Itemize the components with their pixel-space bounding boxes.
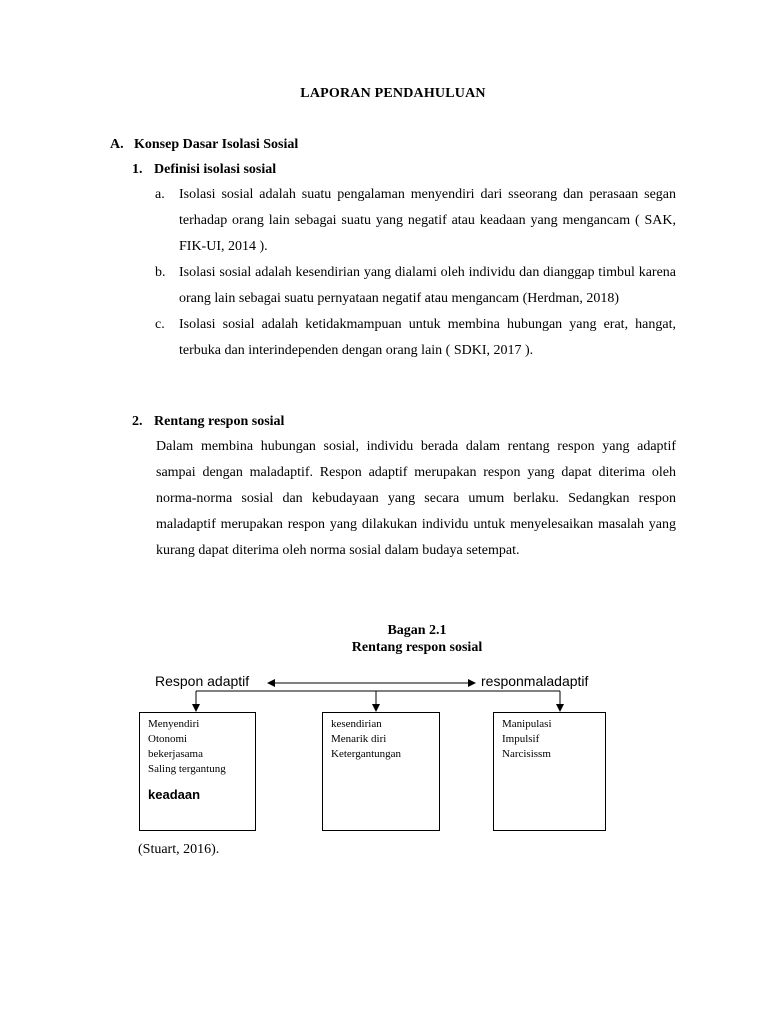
box-line: Ketergantungan — [331, 748, 402, 760]
box-line: Menyendiri — [148, 718, 200, 730]
box-line: bekerjasama — [148, 748, 203, 760]
list-item-text: Isolasi sosial adalah kesendirian yang dialami oleh individu dan dianggap timbul karena orang lain sebagai suatu pernyataan negatif atau mengancam (Herdman, 2018) — [179, 265, 676, 306]
box-line: Saling tergantung — [148, 763, 226, 775]
box-line: Menarik diri — [331, 733, 387, 745]
list-item-text: Isolasi sosial adalah ketidakmampuan untuk membina hubungan yang erat, hangat, terbuka dan interindependen dengan orang lain ( SDKI, 2017 ). — [179, 317, 676, 358]
figure-caption-title: Rentang respon sosial — [351, 640, 483, 655]
subsection-1-text: Definisi isolasi sosial — [154, 162, 277, 177]
list-item-text: Isolasi sosial adalah suatu pengalaman menyendiri dari sseorang dan perasaan segan terhadap orang lain sebagai suatu yang negatif atau keadaan yang mengancam ( SAK, FIK-UI, 2014 ). — [179, 187, 676, 254]
box-line: Impulsif — [502, 733, 540, 745]
adaptive-label: Respon adaptif — [155, 673, 250, 689]
subsection-2-marker: 2. — [132, 414, 143, 429]
document-title: LAPORAN PENDAHULUAN — [300, 86, 486, 101]
middle-response-box — [322, 712, 440, 831]
section-a-text: Konsep Dasar Isolasi Sosial — [134, 137, 299, 152]
subsection-1-marker: 1. — [132, 162, 143, 177]
maladaptive-label: responmaladaptif — [481, 673, 589, 689]
box-line: Otonomi — [148, 733, 188, 745]
list-item-marker: b. — [155, 265, 166, 280]
section-a-marker: A. — [110, 137, 124, 152]
box-line: Narcisissm — [502, 748, 551, 760]
maladaptive-response-box — [493, 712, 606, 831]
figure-caption-number: Bagan 2.1 — [387, 623, 447, 638]
subsection-2-paragraph: Dalam membina hubungan sosial, individu berada dalam rentang respon yang adaptif sampai dengan maladaptif. Respon adaptif merupakan respon yang dapat diterima oleh norma-norma sosial dan kebudayaan yang secara umum berlaku. Sedangkan respon maladaptif merupakan respon yang dilakukan individu untuk menyelesaikan masalah yang kurang dapat diterima oleh norma sosial dalam budaya setempat. — [156, 439, 676, 558]
subsection-2-text: Rentang respon sosial — [154, 414, 285, 429]
box-line: Manipulasi — [502, 718, 552, 730]
box-line: kesendirian — [331, 718, 382, 730]
adaptive-response-box — [139, 712, 256, 831]
figure-citation: (Stuart, 2016). — [138, 842, 220, 857]
list-item-marker: a. — [155, 187, 165, 202]
list-item-marker: c. — [155, 317, 165, 332]
box-extra-label: keadaan — [148, 787, 201, 802]
